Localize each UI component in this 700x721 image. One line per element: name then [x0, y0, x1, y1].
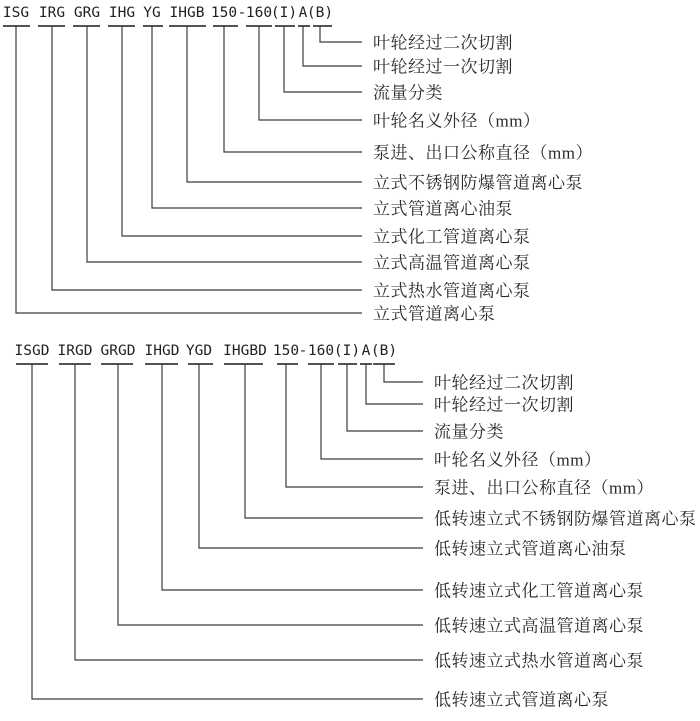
model-code-token: YG: [143, 5, 161, 21]
meaning-label: 叶轮名义外径（mm）: [373, 111, 541, 131]
meaning-label: 立式高温管道离心泵: [373, 253, 531, 273]
connector-line: [321, 364, 423, 459]
model-code-token: (B): [370, 343, 398, 359]
connector-line: [118, 364, 423, 625]
connector-line: [259, 26, 362, 120]
model-code-token: IHGD: [144, 343, 180, 359]
connector-line: [224, 26, 362, 152]
model-code-token: GRG: [73, 5, 101, 21]
model-code-token: 160: [307, 343, 335, 359]
connector-line: [187, 26, 362, 182]
connector-line: [245, 364, 423, 518]
model-code-hyphen: -: [298, 343, 308, 359]
model-code-token: (I): [270, 5, 298, 21]
model-code-token: IHG: [108, 5, 136, 21]
meaning-label: 叶轮名义外径（mm）: [434, 450, 602, 470]
model-code-token: ISGD: [14, 343, 50, 359]
meaning-label: 低转速立式高温管道离心泵: [434, 616, 644, 636]
model-code-token: GRGD: [100, 343, 136, 359]
model-code-token: ISG: [2, 5, 30, 21]
meaning-label: 流量分类: [373, 83, 443, 103]
model-code-token: (I): [333, 343, 361, 359]
model-code-token: 150: [272, 343, 300, 359]
meaning-label: 立式化工管道离心泵: [373, 227, 531, 247]
meaning-label: 低转速立式管道离心油泵: [434, 539, 627, 559]
model-code-token: YGD: [185, 343, 213, 359]
meaning-label: 泵进、出口公称直径（mm）: [373, 143, 593, 163]
meaning-label: 叶轮经过一次切割: [373, 57, 513, 77]
model-code-token: A: [298, 5, 308, 21]
meaning-label: 低转速立式不锈钢防爆管道离心泵: [434, 509, 697, 529]
connector-line: [320, 26, 362, 42]
connector-line: [384, 364, 423, 382]
meaning-label: 低转速立式热水管道离心泵: [434, 651, 644, 671]
connector-line: [152, 26, 362, 208]
model-code-token: (B): [306, 5, 334, 21]
model-code-token: IRGD: [57, 343, 93, 359]
meaning-label: 叶轮经过二次切割: [373, 33, 513, 53]
connector-line: [347, 364, 423, 431]
meaning-label: 流量分类: [434, 422, 504, 442]
meaning-label: 立式不锈钢防爆管道离心泵: [373, 173, 583, 193]
connector-line: [284, 26, 362, 92]
connector-line: [32, 364, 423, 699]
meaning-label: 立式热水管道离心泵: [373, 281, 531, 301]
meaning-label: 叶轮经过二次切割: [434, 373, 574, 393]
model-code-token: 150: [210, 5, 238, 21]
meaning-label: 立式管道离心泵: [373, 304, 496, 324]
connector-line: [366, 364, 423, 404]
connector-line: [303, 26, 362, 66]
model-code-token: IRG: [38, 5, 66, 21]
model-code-token: IHGB: [169, 5, 205, 21]
meaning-label: 叶轮经过一次切割: [434, 395, 574, 415]
meaning-label: 泵进、出口公称直径（mm）: [434, 478, 654, 498]
meaning-label: 立式管道离心油泵: [373, 199, 513, 219]
model-code-hyphen: -: [237, 5, 247, 21]
meaning-label: 低转速立式管道离心泵: [434, 690, 609, 710]
model-code-token: IHGBD: [223, 343, 267, 359]
connector-line: [122, 26, 362, 236]
connector-line: [199, 364, 423, 548]
meaning-label: 低转速立式化工管道离心泵: [434, 581, 644, 601]
model-code-token: A: [361, 343, 371, 359]
model-code-token: 160: [245, 5, 273, 21]
connector-line: [162, 364, 423, 590]
connector-line: [75, 364, 423, 660]
connector-line: [16, 26, 362, 313]
